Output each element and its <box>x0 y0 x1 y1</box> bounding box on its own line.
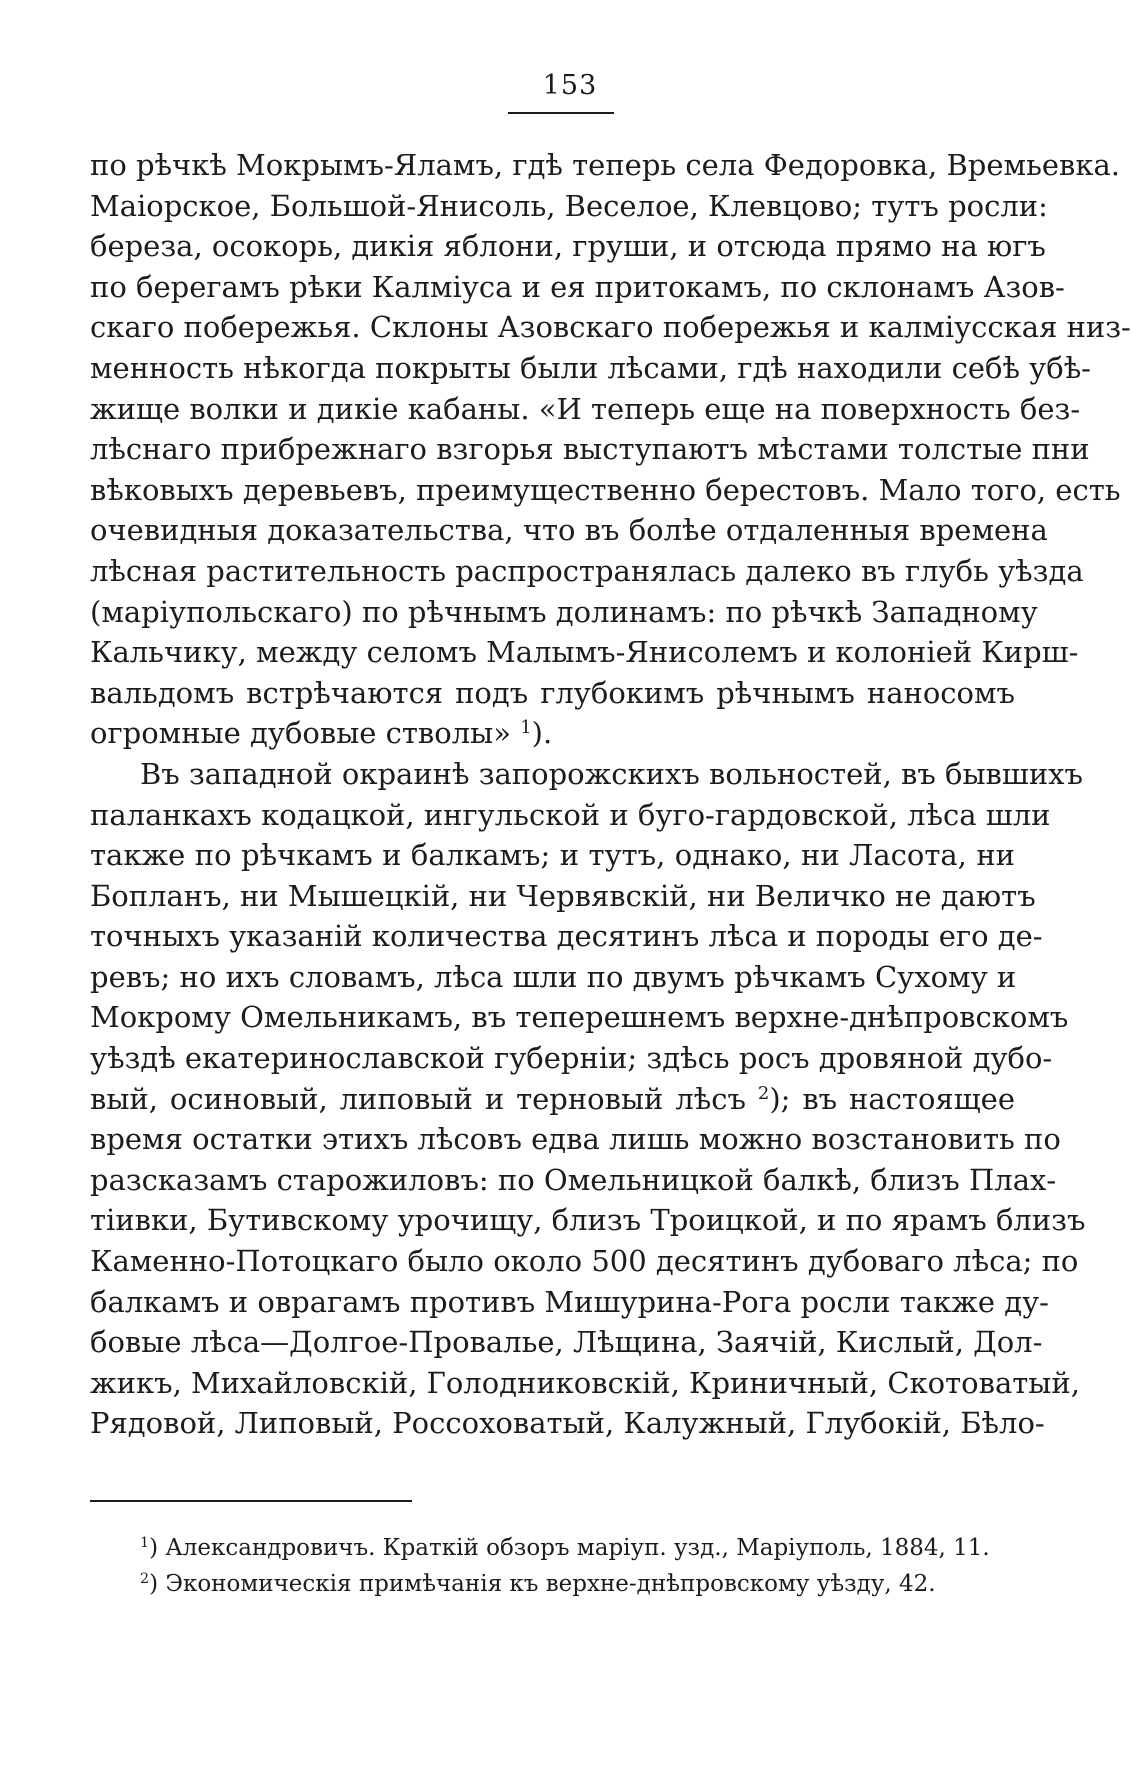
text-line-tail: ). <box>531 716 553 751</box>
footnotes <box>140 1530 1020 1602</box>
text-line: ревъ; но ихъ словамъ, лѣса шли по двумъ рѣчкамъ Сухому и <box>90 959 1017 994</box>
text-line: (маріупольскаго) по рѣчнымъ долинамъ: по рѣчкѣ Западному <box>90 594 1038 629</box>
text-line: жище волки и дикіе кабаны. «И теперь еще на поверхность без- <box>90 391 1081 426</box>
text-line: бовые лѣса—Долгое-Провалье, Лѣщина, Заячій, Кислый, Дол- <box>90 1325 1043 1360</box>
footnote-text: ) Александровичъ. Краткій обзоръ маріуп. узд., Маріуполь, 1884, 11. <box>149 1535 990 1561</box>
page-number: 153 <box>542 70 598 101</box>
text-line: время остатки этихъ лѣсовъ едва лишь можно возстановить по <box>90 1122 1061 1157</box>
footnote-rule <box>90 1500 412 1502</box>
text-line: лѣснаго прибрежнаго взгорья выступаютъ мѣстами толстые пни <box>90 432 1090 467</box>
text-line: береза, осокорь, дикія яблони, груши, и отсюда прямо на югъ <box>90 229 1046 264</box>
header-rule <box>508 112 614 114</box>
text-line: жикъ, Михайловскій, Голодниковскій, Криничный, Скотоватый, <box>90 1365 1080 1400</box>
text-line: вальдомъ встрѣчаются подъ глубокимъ рѣчнымъ наносомъ <box>90 675 1015 710</box>
text-line: скаго побережья. Склоны Азовскаго побережья и калміусская низ- <box>90 310 1131 345</box>
text-line: разсказамъ старожиловъ: по Омельницкой балкѣ, близъ Плах- <box>90 1162 1057 1197</box>
text-line: Мокрому Омельникамъ, въ теперешнемъ верхне-днѣпровскомъ <box>90 1000 1069 1035</box>
text-line <box>90 1079 1015 1120</box>
text-line: балкамъ и оврагамъ противъ Мишурина-Рога росли также ду- <box>90 1284 1049 1319</box>
text-line: Маіорское, Большой-Янисоль, Веселое, Клевцово; тутъ росли: <box>90 188 1048 223</box>
footnote-ref: 1 <box>520 717 532 739</box>
footnote-marker: 1 <box>140 1535 150 1552</box>
footnote-ref: 2 <box>757 1082 770 1104</box>
footnote-text: ) Экономическія примѣчанія къ верхне-днѣпровскому уѣзду, 42. <box>149 1571 936 1597</box>
text-line <box>90 713 1015 754</box>
footnote <box>140 1566 1020 1602</box>
text-line: вѣковыхъ деревьевъ, преимущественно берестовъ. Мало того, есть <box>90 472 1121 507</box>
text-line-content: вый, осиновый, липовый и терновый лѣсъ <box>90 1081 758 1116</box>
text-line: тіивки, Бутивскому урочищу, близъ Троицкой, и по ярамъ близъ <box>90 1203 1086 1238</box>
text-line: очевидныя доказательства, что въ болѣе отдаленныя времена <box>90 513 1048 548</box>
text-line: Каменно-Потоцкаго было около 500 десятинъ дубоваго лѣса; по <box>90 1244 1079 1279</box>
text-line: по рѣчкѣ Мокрымъ-Яламъ, гдѣ теперь села Федоровка, Времьевка. <box>90 148 1120 182</box>
text-line: лѣсная растительность распространялась далеко въ глубь уѣзда <box>90 553 1084 588</box>
text-line: менность нѣкогда покрыты были лѣсами, гдѣ находили себѣ убѣ- <box>90 350 1091 385</box>
text-line: паланкахъ кодацкой, ингульской и буго-гардовской, лѣса шли <box>90 797 1051 832</box>
footnote-marker: 2 <box>140 1571 150 1588</box>
text-line-content: ); въ настоящее <box>769 1081 1015 1116</box>
text-line-content: огромные дубовые стволы» <box>90 716 511 751</box>
text-line: уѣздѣ екатеринославской губерніи; здѣсь росъ дровяной дубо- <box>90 1041 1053 1076</box>
text-line: Рядовой, Липовый, Россоховатый, Калужный, Глубокій, Бѣло- <box>90 1406 1045 1441</box>
text-line: точныхъ указаній количества десятинъ лѣса и породы его де- <box>90 919 1043 954</box>
text-line: Кальчику, между селомъ Малымъ-Янисолемъ и колоніей Кирш- <box>90 635 1079 670</box>
text-line: Бопланъ, ни Мышецкій, ни Червявскій, ни Величко не даютъ <box>90 878 1036 913</box>
body-text <box>90 145 1131 1444</box>
footnote <box>140 1530 1020 1566</box>
text-line: также по рѣчкамъ и балкамъ; и тутъ, однако, ни Ласота, ни <box>90 838 1015 873</box>
text-line: по берегамъ рѣки Калміуса и ея притокамъ, по склонамъ Азов- <box>90 269 1065 304</box>
text-line: Въ западной окраинѣ запорожскихъ вольностей, въ бывшихъ <box>140 756 1083 791</box>
